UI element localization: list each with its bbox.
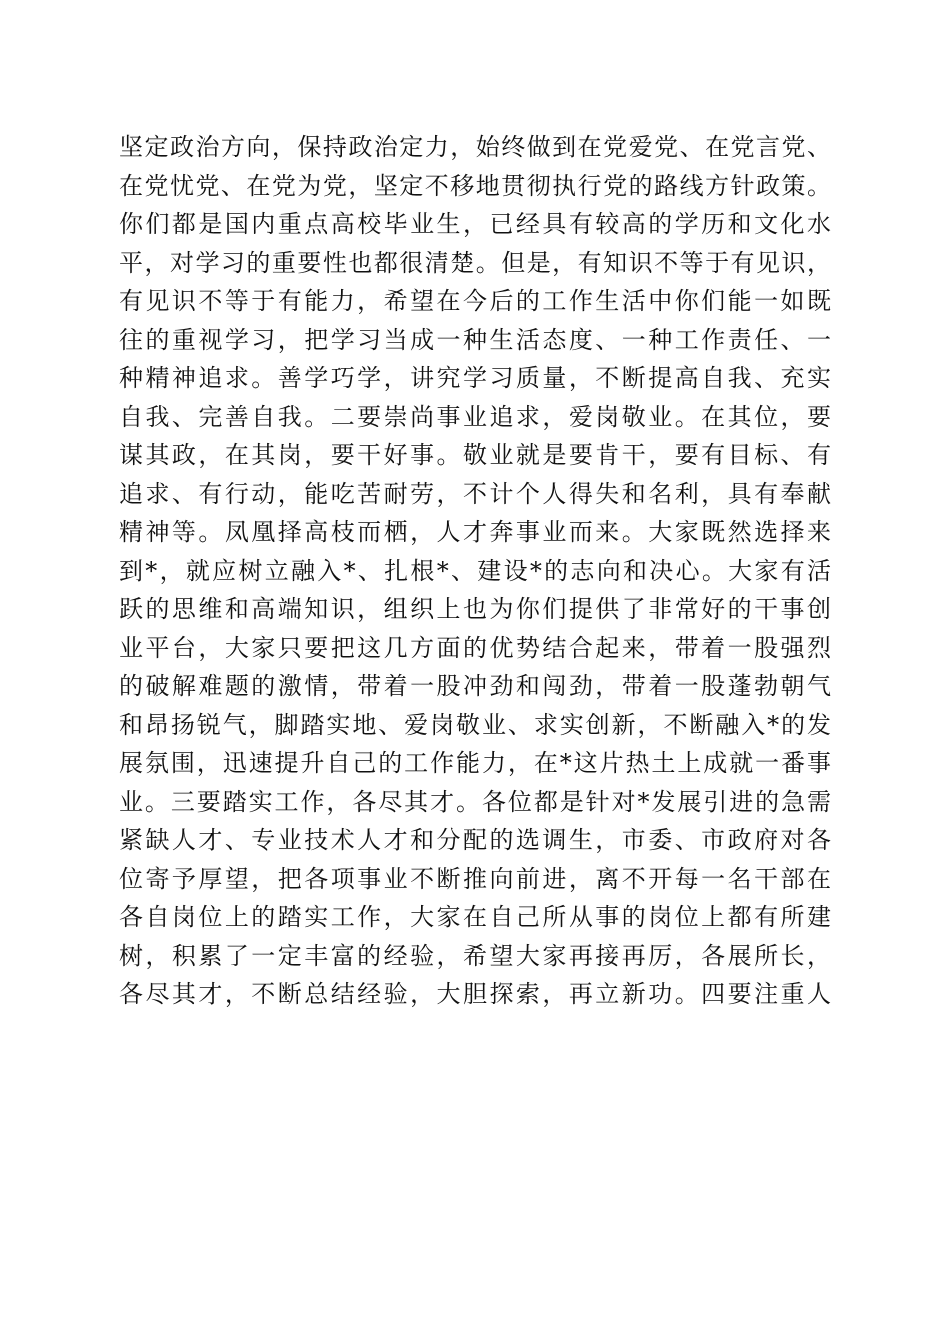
text-line: 业平台，大家只要把这几方面的优势结合起来，带着一股强烈 [119, 633, 831, 662]
text-line: 位寄予厚望，把各项事业不断推向前进，离不开每一名干部在 [119, 864, 831, 893]
text-line: 各尽其才，不断总结经验，大胆探索，再立新功。四要注重人 [119, 980, 831, 1008]
text-line: 自我、完善自我。二要崇尚事业追求，爱岗敬业。在其位，要 [119, 402, 831, 431]
text-line: 精神等。凤凰择高枝而栖，人才奔事业而来。大家既然选择来 [119, 518, 831, 546]
text-line: 到*，就应树立融入*、扎根*、建设*的志向和决心。大家有活 [119, 556, 831, 585]
text-line: 谋其政，在其岗，要干好事。敬业就是要肯干，要有目标、有 [119, 441, 831, 469]
text-line: 各自岗位上的踏实工作，大家在自己所从事的岗位上都有所建 [119, 903, 831, 931]
text-line: 展氛围，迅速提升自己的工作能力，在*这片热土上成就一番事 [119, 749, 831, 777]
text-line: 追求、有行动，能吃苦耐劳，不计个人得失和名利，具有奉献 [119, 479, 831, 508]
text-line: 往的重视学习，把学习当成一种生活态度、一种工作责任、一 [119, 325, 831, 354]
text-line: 种精神追求。善学巧学，讲究学习质量，不断提高自我、充实 [119, 364, 831, 392]
text-line: 紧缺人才、专业技术人才和分配的选调生，市委、市政府对各 [119, 826, 831, 854]
text-line: 你们都是国内重点高校毕业生，已经具有较高的学历和文化水 [119, 210, 831, 238]
text-line: 业。三要踏实工作，各尽其才。各位都是针对*发展引进的急需 [119, 787, 831, 816]
body-text [119, 128, 831, 1014]
text-line: 和昂扬锐气，脚踏实地、爱岗敬业、求实创新，不断融入*的发 [119, 710, 831, 739]
text-line: 平，对学习的重要性也都很清楚。但是，有知识不等于有见识， [119, 248, 831, 277]
text-line: 的破解难题的激情，带着一股冲劲和闯劲，带着一股蓬勃朝气 [119, 672, 831, 700]
text-line: 坚定政治方向，保持政治定力，始终做到在党爱党、在党言党、 [119, 133, 831, 161]
text-line: 在党忧党、在党为党，坚定不移地贯彻执行党的路线方针政策。 [119, 171, 831, 200]
text-line: 跃的思维和高端知识，组织上也为你们提供了非常好的干事创 [119, 595, 831, 623]
text-line: 树，积累了一定丰富的经验，希望大家再接再厉，各展所长， [119, 941, 831, 970]
text-line: 有见识不等于有能力，希望在今后的工作生活中你们能一如既 [119, 287, 831, 315]
